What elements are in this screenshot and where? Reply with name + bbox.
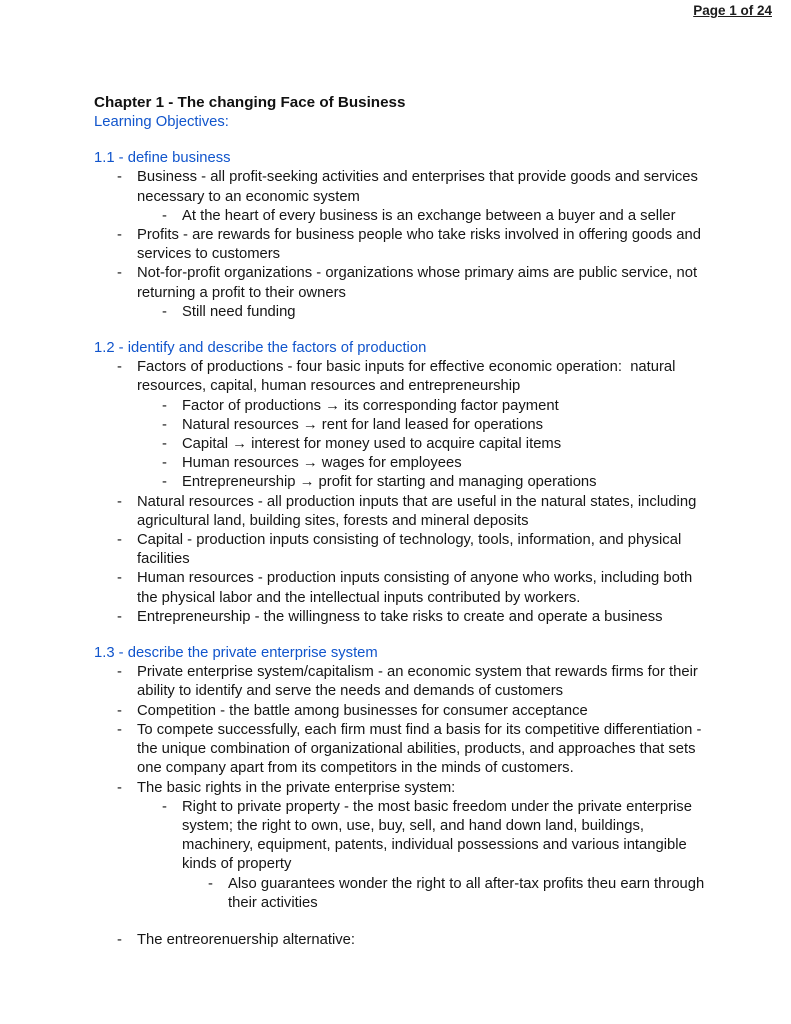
list-item-text: To compete successfully, each firm must find a basis for its competitive differentiation - the unique combination of organizational abilities, products, and approaches that sets one company apart from its competitors in the minds of customers. (137, 721, 706, 777)
bullet-marker: - (117, 169, 122, 186)
list-item (94, 303, 712, 322)
bullet-marker: - (117, 265, 122, 282)
list-item-text: Business - all profit-seeking activities and enterprises that provide goods and services necessary to an economic system (137, 169, 703, 205)
list-item (94, 931, 712, 950)
bullet-marker: - (117, 702, 122, 719)
bullet-marker: - (117, 493, 122, 510)
list-item (94, 207, 712, 226)
bullet-marker: - (117, 532, 122, 549)
list-item-text: Also guarantees wonder the right to all after-tax profits theu earn through their activities (228, 875, 709, 911)
list-item (94, 473, 712, 492)
list-item-text: Entrepreneurship → profit for starting and managing operations (182, 474, 597, 491)
list-item (94, 264, 712, 302)
list-item (94, 798, 712, 875)
page-number: Page 1 of 24 (693, 3, 772, 18)
list-item-text: Right to private property - the most basic freedom under the private enterprise system; the right to own, use, buy, sell, and hand down land, buildings, machinery, equipment, patents, individual possessions and various intangible kinds of property (182, 798, 697, 873)
list-item (94, 569, 712, 607)
bullet-marker: - (162, 303, 167, 320)
list-item (94, 416, 712, 435)
list-item (94, 663, 712, 701)
bullet-marker: - (117, 227, 122, 244)
notes-content (94, 93, 712, 950)
bullet-marker: - (117, 931, 122, 948)
list-item-text: Human resources → wages for employees (182, 455, 462, 472)
list-item-text: Still need funding (182, 303, 296, 320)
list-item-text: Capital → interest for money used to acquire capital items (182, 436, 562, 453)
list-item (94, 168, 712, 206)
list-item-text: Factors of productions - four basic inputs for effective economic operation: natural resources, capital, human resources and entrepreneurship (137, 359, 680, 395)
section-heading: 1.1 - define business (94, 150, 231, 167)
learning-objectives-label: Learning Objectives: (94, 114, 229, 130)
bullet-marker: - (117, 359, 122, 376)
list-item (94, 608, 712, 627)
list-item (94, 531, 712, 569)
bullet-marker: - (117, 664, 122, 681)
list-item (94, 397, 712, 416)
bullet-marker: - (162, 207, 167, 224)
bullet-marker: - (162, 455, 167, 472)
bullet-marker: - (117, 721, 122, 738)
list-item-text: Entrepreneurship - the willingness to take risks to create and operate a business (137, 608, 663, 625)
list-item-text: Not-for-profit organizations - organizations whose primary aims are public service, not returning a profit to their owners (137, 265, 702, 301)
list-item (94, 435, 712, 454)
list-item (94, 493, 712, 531)
list-item (94, 779, 712, 798)
sections-container (94, 149, 712, 950)
page-title: Chapter 1 - The changing Face of Business (94, 94, 406, 111)
list-item-text: Competition - the battle among businesses for consumer acceptance (137, 702, 588, 719)
section-heading: 1.3 - describe the private enterprise system (94, 645, 378, 662)
list-item-text: Capital - production inputs consisting of technology, tools, information, and physical facilities (137, 532, 686, 568)
bullet-marker: - (117, 608, 122, 625)
bullet-marker: - (162, 798, 167, 815)
bullet-marker: - (117, 570, 122, 587)
list-item (94, 875, 712, 913)
list-item-text: Natural resources → rent for land leased for operations (182, 416, 544, 433)
list-item-text: The basic rights in the private enterprise system: (137, 779, 456, 796)
list-item-text: Profits - are rewards for business people who take risks involved in offering goods and services to customers (137, 227, 706, 263)
list-item (94, 358, 712, 396)
bullet-marker: - (162, 436, 167, 453)
list-item (94, 702, 712, 721)
list-item-text: The entreorenuership alternative: (137, 931, 355, 948)
list-item-text: Private enterprise system/capitalism - an economic system that rewards firms for their ability to identify and serve the needs and demands of customers (137, 664, 702, 700)
list-item-text: Natural resources - all production inputs that are useful in the natural states, including agricultural land, building sites, forests and mineral deposits (137, 493, 701, 529)
list-item-text: At the heart of every business is an exchange between a buyer and a seller (182, 207, 676, 224)
section-heading: 1.2 - identify and describe the factors of production (94, 340, 427, 357)
list-item (94, 226, 712, 264)
bullet-marker: - (208, 875, 213, 892)
list-item-text: Human resources - production inputs consisting of anyone who works, including both the physical labor and the intellectual inputs contributed by workers. (137, 570, 697, 606)
list-item (94, 721, 712, 779)
bullet-marker: - (162, 416, 167, 433)
bullet-marker: - (117, 779, 122, 796)
list-item (94, 454, 712, 473)
bullet-marker: - (162, 474, 167, 491)
bullet-marker: - (162, 397, 167, 414)
list-item-text: Factor of productions → its corresponding factor payment (182, 397, 559, 414)
